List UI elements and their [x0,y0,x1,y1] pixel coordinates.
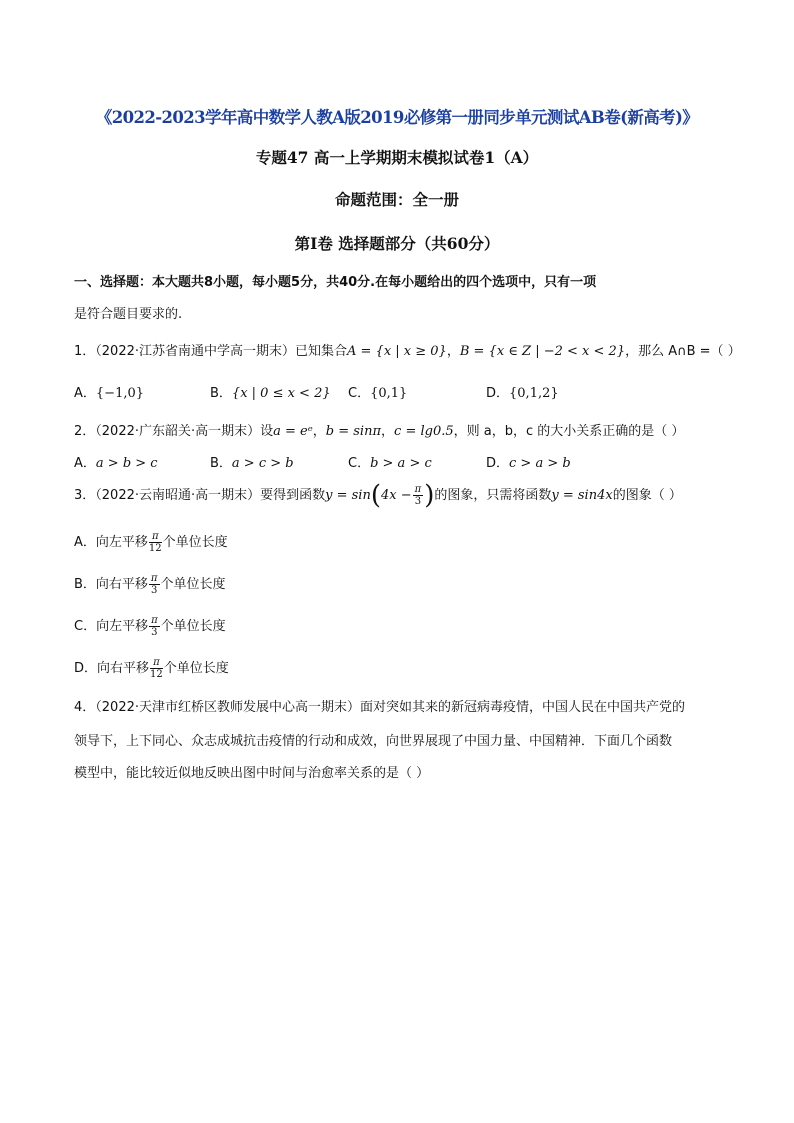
instructions-line-2: 是符合题目要求的. [74,307,183,322]
q1-option-c: C．{0,1} [348,386,408,401]
q3-option-b: B．向右平移 $\frac{\pi}{3}$ 个单位长度 [74,573,226,596]
question-4-line-3: 模型中，能比较近似地反映出图中时间与治愈率关系的是（ ） [74,766,430,781]
q3-fraction: $\frac{\pi}{3}$ [414,484,422,507]
q2-option-c: C．b > a > c [348,456,432,471]
q2-c: c = lg0.5 [394,424,454,439]
topic-title: 专题47 高一上学期期末模拟试卷1（A） [255,148,539,167]
question-4-line-2: 领导下，上下同心、众志成城抗击疫情的行动和成效，向世界展现了中国力量、中国精神．下面几个函数 [74,734,673,749]
scope-line: 命题范围：全一册 [334,190,459,209]
q2-option-b: B．a > c > b [210,456,294,471]
q1-option-b: B．{x | 0 ≤ x < 2} [210,386,331,401]
q2-a: a = eᵉ [273,424,313,439]
q3-option-a: A．向左平移 $\frac{\pi}{12}$ 个单位长度 [74,531,228,554]
q2-option-a: A．a > b > c [74,456,158,471]
q3-option-c: C．向左平移 $\frac{\pi}{3}$ 个单位长度 [74,615,226,638]
q1-option-a: A．{−1,0} [74,386,145,401]
q1-set-b: B = {x ∈ Z | −2 < x < 2} [459,344,626,359]
q2-b: b = sinπ [325,424,382,439]
question-4-line-1: 4．（2022·天津市红桥区教师发展中心高一期末）面对突如其来的新冠病毒疫情，中国人民在中国共产党的 [74,700,685,715]
q2-option-d: D．c > a > b [486,456,571,471]
question-1: 1．（2022·江苏省南通中学高一期末）已知集合A = {x | x ≥ 0}，B = {x ∈ Z | −2 < x < 2}，那么 A∩B =（ ） [74,344,741,359]
question-3: 3．（2022·云南昭通·高一期末）要得到函数y = sin(4x − $\frac{\pi}{3}$ )的图象，只需将函数y = sin4x的图象（ ） [74,480,682,511]
series-title: 《2022-2023学年高中数学人教A版2019必修第一册同步单元测试AB卷(新高考)》 [95,108,699,127]
q1-prefix: 1．（2022·江苏省南通中学高一期末）已知集合 [74,344,347,359]
q1-suffix: ，那么 A∩B =（ ） [625,344,741,359]
question-2: 2．（2022·广东韶关·高一期末）设a = eᵉ，b = sinπ，c = lg0.5，则 a，b，c 的大小关系正确的是（ ） [74,424,685,439]
q3-option-d: D．向右平移 $\frac{\pi}{12}$ 个单位长度 [74,657,229,680]
instructions-line-1: 一、选择题：本大题共8小题，每小题5分，共40分.在每小题给出的四个选项中，只有一项 [74,275,597,290]
q1-option-d: D．{0,1,2} [486,386,559,401]
section-heading: 第Ⅰ卷 选择题部分（共60分） [294,234,500,253]
q1-set-a: A = {x | x ≥ 0} [347,344,447,359]
